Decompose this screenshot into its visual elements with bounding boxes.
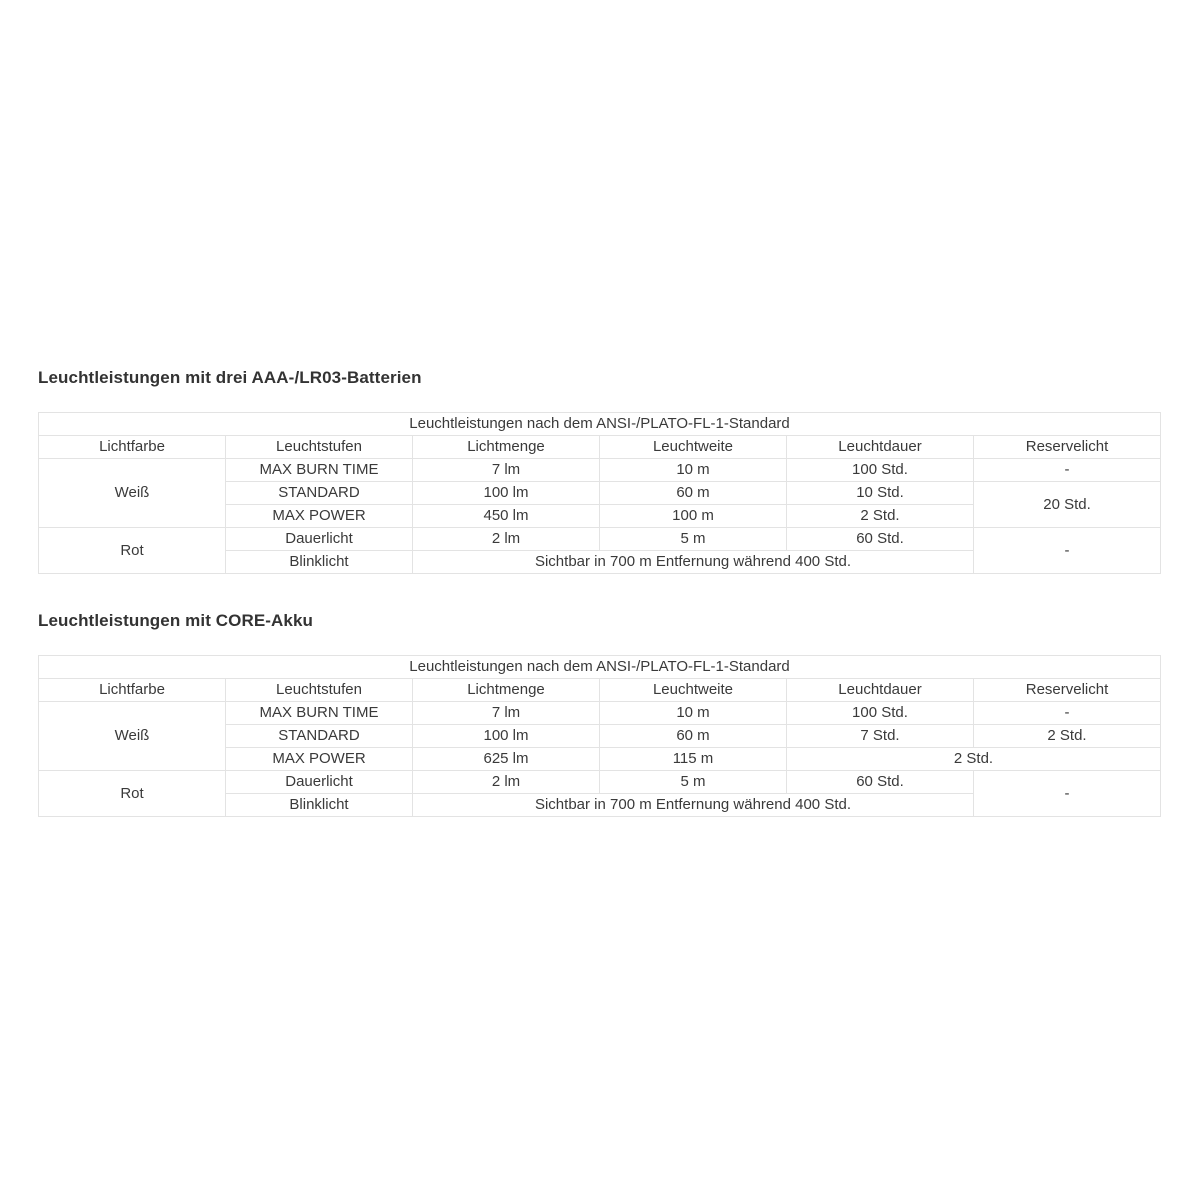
lumen-cell: 2 lm bbox=[413, 528, 600, 551]
blink-info-cell: Sichtbar in 700 m Entfernung während 400 Std. bbox=[413, 551, 974, 574]
section-aaa-batteries bbox=[38, 366, 1160, 574]
table-row bbox=[39, 459, 1161, 482]
color-white-cell: Weiß bbox=[39, 459, 226, 528]
duration-cell: 10 Std. bbox=[787, 482, 974, 505]
mode-cell: MAX BURN TIME bbox=[226, 459, 413, 482]
section-title: Leuchtleistungen mit drei AAA-/LR03-Batterien bbox=[38, 368, 422, 387]
duration-cell: 100 Std. bbox=[787, 459, 974, 482]
duration-cell: 60 Std. bbox=[787, 771, 974, 794]
range-cell: 60 m bbox=[600, 725, 787, 748]
range-cell: 115 m bbox=[600, 748, 787, 771]
duration-cell: 2 Std. bbox=[787, 505, 974, 528]
lumen-cell: 2 lm bbox=[413, 771, 600, 794]
table-row bbox=[39, 702, 1161, 725]
lumen-cell: 7 lm bbox=[413, 459, 600, 482]
color-white-cell: Weiß bbox=[39, 702, 226, 771]
mode-cell: Dauerlicht bbox=[226, 528, 413, 551]
reserve-cell: - bbox=[974, 459, 1161, 482]
table-caption-row bbox=[39, 656, 1161, 679]
color-red-cell: Rot bbox=[39, 771, 226, 817]
header-leuchtstufen: Leuchtstufen bbox=[226, 679, 413, 702]
table-row bbox=[39, 771, 1161, 794]
lumen-cell: 7 lm bbox=[413, 702, 600, 725]
header-reservelicht: Reservelicht bbox=[974, 436, 1161, 459]
spec-table-aaa bbox=[38, 412, 1161, 574]
table-header-row bbox=[39, 436, 1161, 459]
range-cell: 5 m bbox=[600, 528, 787, 551]
header-leuchtdauer: Leuchtdauer bbox=[787, 436, 974, 459]
header-lichtmenge: Lichtmenge bbox=[413, 436, 600, 459]
table-caption: Leuchtleistungen nach dem ANSI-/PLATO-FL-1-Standard bbox=[39, 656, 1161, 679]
range-cell: 100 m bbox=[600, 505, 787, 528]
lumen-cell: 100 lm bbox=[413, 482, 600, 505]
mode-cell: MAX POWER bbox=[226, 505, 413, 528]
blink-info-cell: Sichtbar in 700 m Entfernung während 400 Std. bbox=[413, 794, 974, 817]
range-cell: 10 m bbox=[600, 459, 787, 482]
duration-cell: 60 Std. bbox=[787, 528, 974, 551]
mode-cell: STANDARD bbox=[226, 725, 413, 748]
header-leuchtdauer: Leuchtdauer bbox=[787, 679, 974, 702]
reserve-cell: - bbox=[974, 702, 1161, 725]
duration-cell: 100 Std. bbox=[787, 702, 974, 725]
header-lichtfarbe: Lichtfarbe bbox=[39, 679, 226, 702]
range-cell: 10 m bbox=[600, 702, 787, 725]
table-caption-row bbox=[39, 413, 1161, 436]
color-red-cell: Rot bbox=[39, 528, 226, 574]
reserve-cell: 20 Std. bbox=[974, 482, 1161, 528]
table-row bbox=[39, 528, 1161, 551]
lumen-cell: 450 lm bbox=[413, 505, 600, 528]
header-lichtfarbe: Lichtfarbe bbox=[39, 436, 226, 459]
header-leuchtweite: Leuchtweite bbox=[600, 679, 787, 702]
mode-cell: Dauerlicht bbox=[226, 771, 413, 794]
table-header-row bbox=[39, 679, 1161, 702]
mode-cell: Blinklicht bbox=[226, 551, 413, 574]
mode-cell: Blinklicht bbox=[226, 794, 413, 817]
lumen-cell: 100 lm bbox=[413, 725, 600, 748]
mode-cell: STANDARD bbox=[226, 482, 413, 505]
mode-cell: MAX POWER bbox=[226, 748, 413, 771]
header-leuchtstufen: Leuchtstufen bbox=[226, 436, 413, 459]
header-reservelicht: Reservelicht bbox=[974, 679, 1161, 702]
table-caption: Leuchtleistungen nach dem ANSI-/PLATO-FL-1-Standard bbox=[39, 413, 1161, 436]
reserve-cell: - bbox=[974, 771, 1161, 817]
lumen-cell: 625 lm bbox=[413, 748, 600, 771]
section-title: Leuchtleistungen mit CORE-Akku bbox=[38, 611, 314, 630]
header-leuchtweite: Leuchtweite bbox=[600, 436, 787, 459]
range-cell: 5 m bbox=[600, 771, 787, 794]
range-cell: 60 m bbox=[600, 482, 787, 505]
reserve-cell: - bbox=[974, 528, 1161, 574]
reserve-cell: 2 Std. bbox=[974, 725, 1161, 748]
spec-table-core bbox=[38, 655, 1161, 817]
section-core-battery bbox=[38, 609, 1160, 817]
duration-cell: 7 Std. bbox=[787, 725, 974, 748]
duration-reserve-cell: 2 Std. bbox=[787, 748, 1161, 771]
mode-cell: MAX BURN TIME bbox=[226, 702, 413, 725]
header-lichtmenge: Lichtmenge bbox=[413, 679, 600, 702]
